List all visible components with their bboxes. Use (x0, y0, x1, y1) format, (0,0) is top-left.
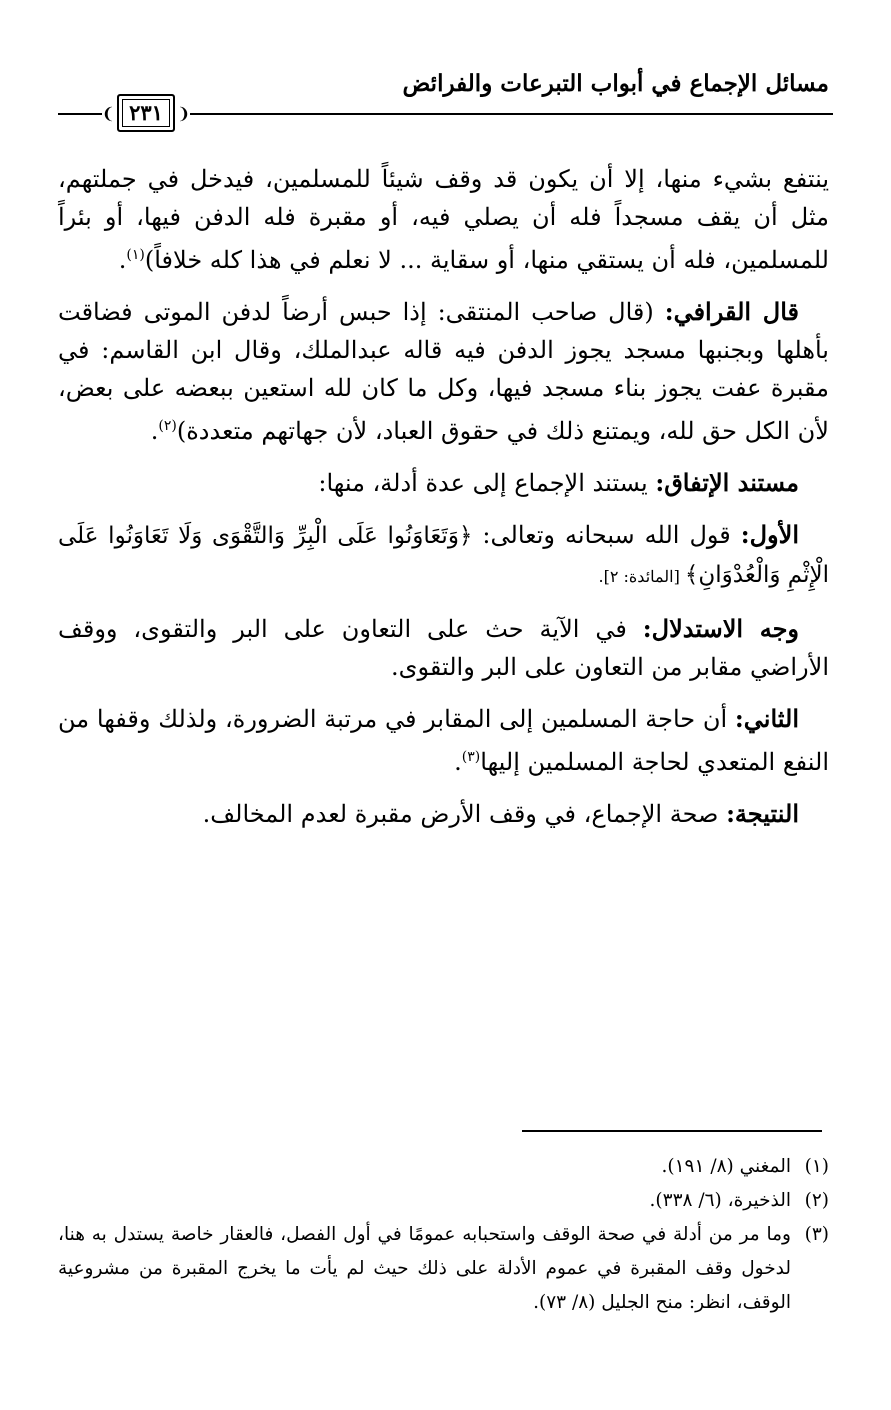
paragraph-basis: مستند الإتفاق: يستند الإجماع إلى عدة أدلة، منها: (318, 468, 799, 497)
ornament-icon: ❨ (101, 103, 116, 123)
footnote-number: (٣) (804, 1224, 829, 1245)
footnote-text: الذخيرة، (٦/ ٣٣٨). (649, 1190, 791, 1211)
running-title: مسائل الإجماع في أبواب التبرعات والفرائض (402, 70, 829, 97)
ornament-icon: ❩ (176, 103, 191, 123)
label-second: الثاني: (734, 704, 799, 733)
quran-verse: ﴿وَتَعَاوَنُوا عَلَى الْبِرِّ وَالتَّقْوَى وَلَا تَعَاوَنُوا عَلَى الْإِثْمِ وَالْعُدْوَانِ﴾ (58, 523, 829, 588)
verse-source: [المائدة: ٢]. (598, 567, 685, 586)
paragraph-second-evidence: الثاني: أن حاجة المسلمين إلى المقابر في مرتبة الضرورة، ولذلك وقفها من النفع المتعدي لحاجة المسلمين إليها$^{(٣)}$. (58, 704, 829, 776)
page-number-frame (102, 92, 190, 134)
footnote (58, 1150, 829, 1184)
paragraph-first-evidence: الأول: قول الله سبحانه وتعالى: ﴿وَتَعَاوَنُوا عَلَى الْبِرِّ وَالتَّقْوَى وَلَا تَعَاوَنُوا عَلَى الْإِثْمِ وَالْعُدْوَانِ﴾ [المائدة: ٢]. (58, 520, 829, 588)
footnote (58, 1184, 829, 1218)
footnote-separator (522, 1130, 822, 1132)
footnote-ref-2: (٢) (158, 418, 177, 434)
paragraph-qarafi: قال القرافي: (قال صاحب المنتقى: إذا حبس أرضاً لدفن الموتى فضاقت بأهلها وبجنبها مسجد يجوز الدفن فيه قاله عبدالملك، وقال ابن القاسم: في مقبرة عفت يجوز بناء مسجد فيها، وكل ما كان لله استعين ببعضه على بعض، لأن الكل حق لله، ويمتنع ذلك في حقوق العباد، لأن جهاتهم متعددة)$^{(٢)}$. (58, 297, 829, 445)
footnote-ref-3: (٣) (461, 749, 481, 765)
label-first: الأول: (740, 520, 799, 549)
footnotes (58, 1150, 829, 1320)
label-inference: وجه الاستدلال: (642, 614, 800, 643)
footnote-text: وما مر من أدلة في صحة الوقف واستحبابه عمومًا في أول الفصل، فالعقار خاصة يستدل به هنا، لدخول وقف المقبرة في عموم الأدلة على ذلك حيث لم يأت ما يخرج المقبرة من مشروعية الوقف، انظر: منح الجليل (٨/ ٧٣). (58, 1224, 791, 1313)
paragraph-inference: وجه الاستدلال: في الآية حث على التعاون على البر والتقوى، ووقف الأراضي مقابر من التعاون على البر والتقوى. (58, 614, 829, 681)
page-number: ٢٣١ (117, 94, 175, 132)
footnote-number: (١) (804, 1156, 829, 1177)
label-qarafi: قال القرافي: (664, 297, 799, 326)
header-rule-right (190, 113, 833, 115)
label-result: النتيجة: (726, 799, 799, 828)
paragraph-result: النتيجة: صحة الإجماع، في وقف الأرض مقبرة لعدم المخالف. (202, 799, 799, 828)
main-text (58, 160, 829, 847)
footnote (58, 1218, 829, 1320)
footnote-ref-1: (١) (126, 247, 145, 263)
paragraph-1: ينتفع بشيء منها، إلا أن يكون قد وقف شيئاً للمسلمين، فيدخل في جملتهم، مثل أن يقف مسجداً فله أن يصلي فيه، أو مقبرة فله الدفن فيها، أو بئراً للمسلمين، فله أن يستقي منها، أو سقاية ... لا نعلم في هذا كله خلافاً)$^{(١)}$. (58, 165, 829, 274)
footnote-text: المغني (٨/ ١٩١). (661, 1156, 791, 1177)
footnote-number: (٢) (804, 1190, 829, 1211)
label-basis: مستند الإتفاق: (655, 468, 799, 497)
header-rule-left (58, 113, 102, 115)
